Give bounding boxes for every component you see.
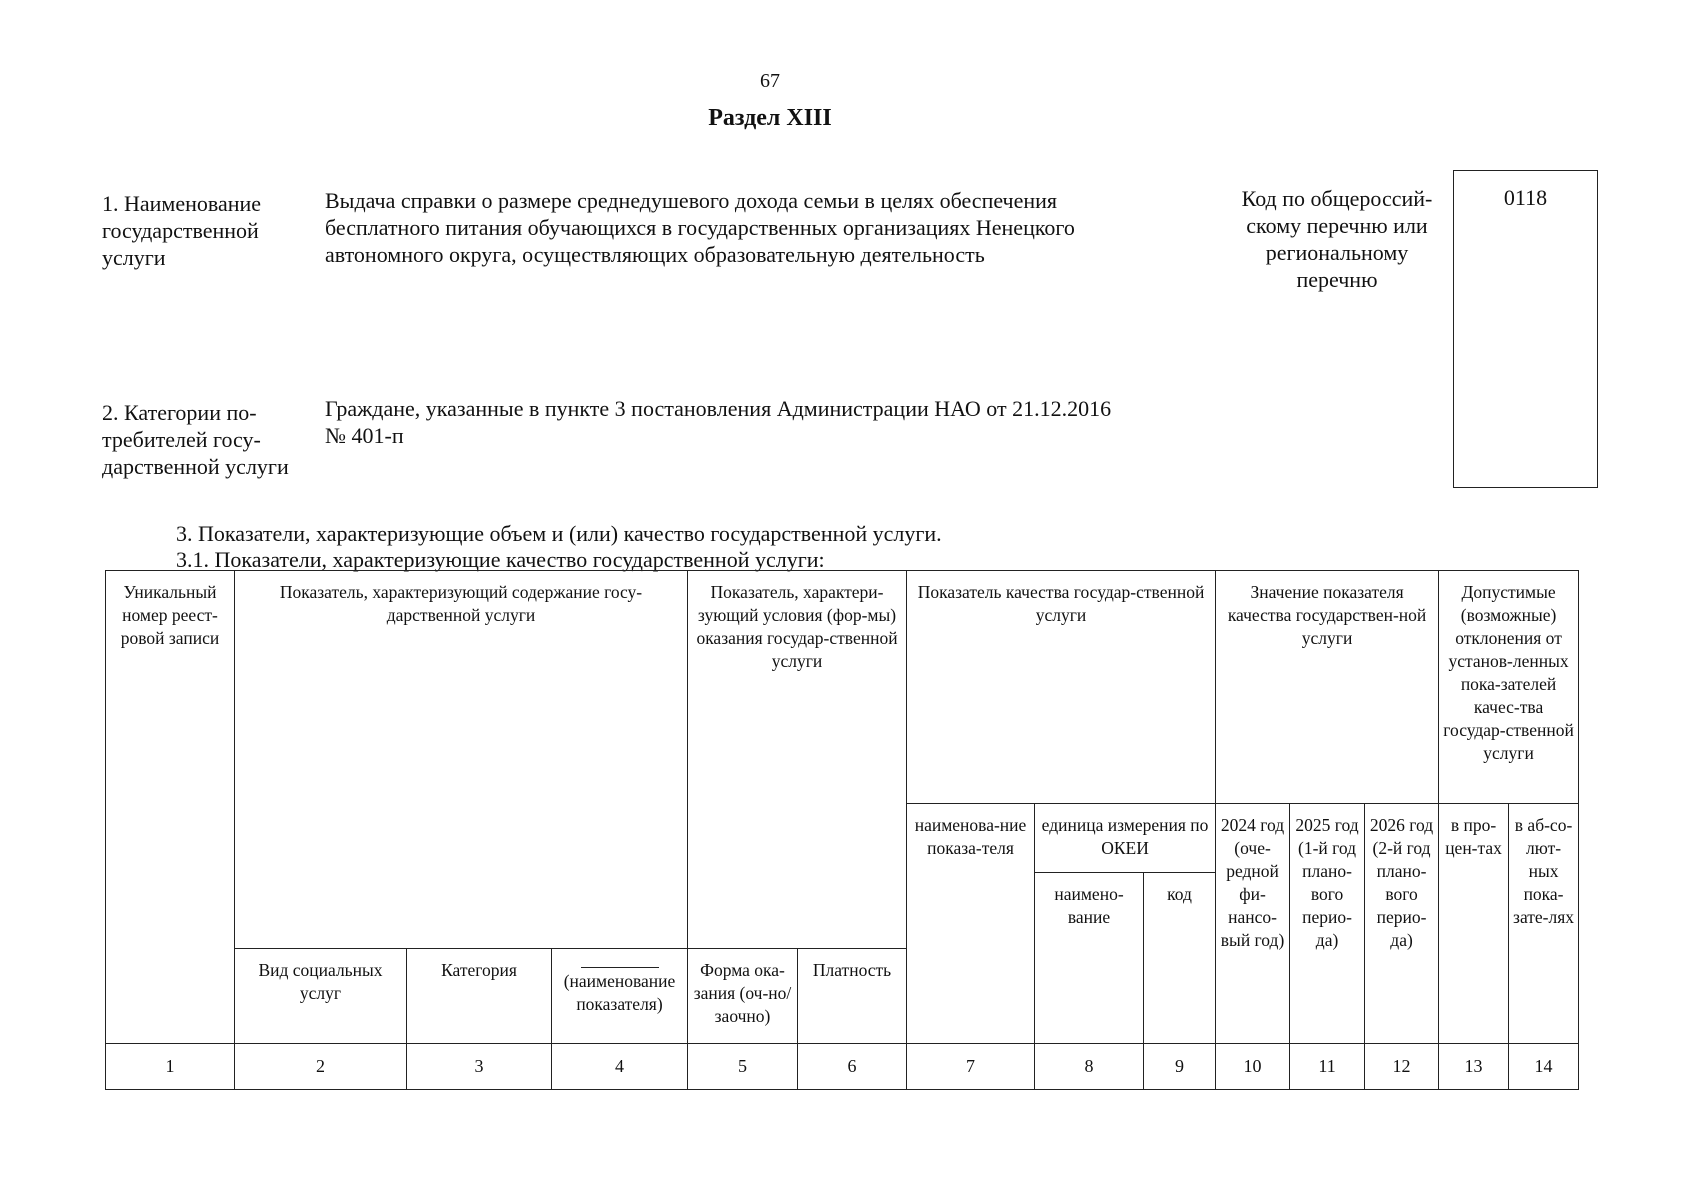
header-deviation-absolute: в аб-со-лют-ных пока-зате-лях	[1509, 804, 1579, 1043]
header-allowed-deviation: Допустимые (возможные) отклонения от установ-ленных пока-зателей качес-тва государ-ственной услуги	[1439, 571, 1579, 804]
page-number: 67	[760, 70, 780, 92]
header-blank-indicator: (наименование показателя)	[552, 949, 688, 1044]
code-value: 0118	[1503, 185, 1548, 210]
column-number: 6	[798, 1043, 907, 1089]
header-service-conditions: Показатель, характери-зующий условия (фор-мы) оказания государ-ственной услуги	[688, 571, 907, 949]
column-number-row	[106, 1043, 1579, 1089]
column-number: 12	[1365, 1043, 1439, 1089]
heading-3-1: 3.1. Показатели, характеризующие качество государственной услуги:	[176, 547, 825, 572]
column-number: 3	[407, 1043, 552, 1089]
column-number: 8	[1035, 1043, 1144, 1089]
column-number: 13	[1439, 1043, 1509, 1089]
header-service-content: Показатель, характеризующий содержание госу-дарственной услуги	[235, 571, 688, 949]
section-title: Раздел XIII	[708, 105, 832, 131]
column-number: 11	[1290, 1043, 1365, 1089]
consumers-value: Граждане, указанные в пункте 3 постановления Администрации НАО от 21.12.2016 № 401-п	[325, 396, 1112, 448]
header-okei-unit: единица измерения по ОКЕИ	[1035, 804, 1216, 872]
column-number: 2	[235, 1043, 407, 1089]
header-year-2024: 2024 год (оче-редной фи-нансо-вый год)	[1216, 804, 1290, 1043]
header-deviation-percent: в про-цен-тах	[1439, 804, 1509, 1043]
header-unit-name: наимено-вание	[1035, 872, 1144, 1043]
blank-line	[581, 967, 659, 968]
column-number: 7	[907, 1043, 1035, 1089]
code-box	[1453, 170, 1598, 488]
column-number: 1	[106, 1043, 235, 1089]
column-number: 5	[688, 1043, 798, 1089]
header-category: Категория	[407, 949, 552, 1044]
heading-3: 3. Показатели, характеризующие объем и (или) качество государственной услуги.	[176, 521, 942, 546]
header-year-2025: 2025 год (1-й год плано-вого перио-да)	[1290, 804, 1365, 1043]
column-number: 10	[1216, 1043, 1290, 1089]
consumers-label: 2. Категории по- требителей госу- дарственной услуги	[102, 400, 289, 479]
header-year-2026: 2026 год (2-й год плано-вого перио-да)	[1365, 804, 1439, 1043]
header-indicator-name: наименова-ние показа-теля	[907, 804, 1035, 1043]
column-number: 4	[552, 1043, 688, 1089]
header-unit-code: код	[1144, 872, 1216, 1043]
header-provision-form: Форма ока-зания (оч-но/заочно)	[688, 949, 798, 1044]
quality-indicators-table	[105, 570, 1579, 1090]
service-name-label: 1. Наименование государственной услуги	[102, 191, 262, 270]
header-indicator-value: Значение показателя качества государствен-ной услуги	[1216, 571, 1439, 804]
header-social-services-type: Вид социальных услуг	[235, 949, 407, 1044]
code-label: Код по общероссий- скому перечню или региональному перечню	[1241, 186, 1433, 292]
header-quality-indicator: Показатель качества государ-ственной услуги	[907, 571, 1216, 804]
column-number: 9	[1144, 1043, 1216, 1089]
header-paid: Платность	[798, 949, 907, 1044]
header-unique-number: Уникальный номер реест-ровой записи	[106, 571, 235, 1044]
service-name-value: Выдача справки о размере среднедушевого дохода семьи в целях обеспечения бесплатного питания обучающихся в государственных организациях Ненецкого автономного округа, осуществляющих образовательную деятельность	[325, 188, 1075, 267]
column-number: 14	[1509, 1043, 1579, 1089]
